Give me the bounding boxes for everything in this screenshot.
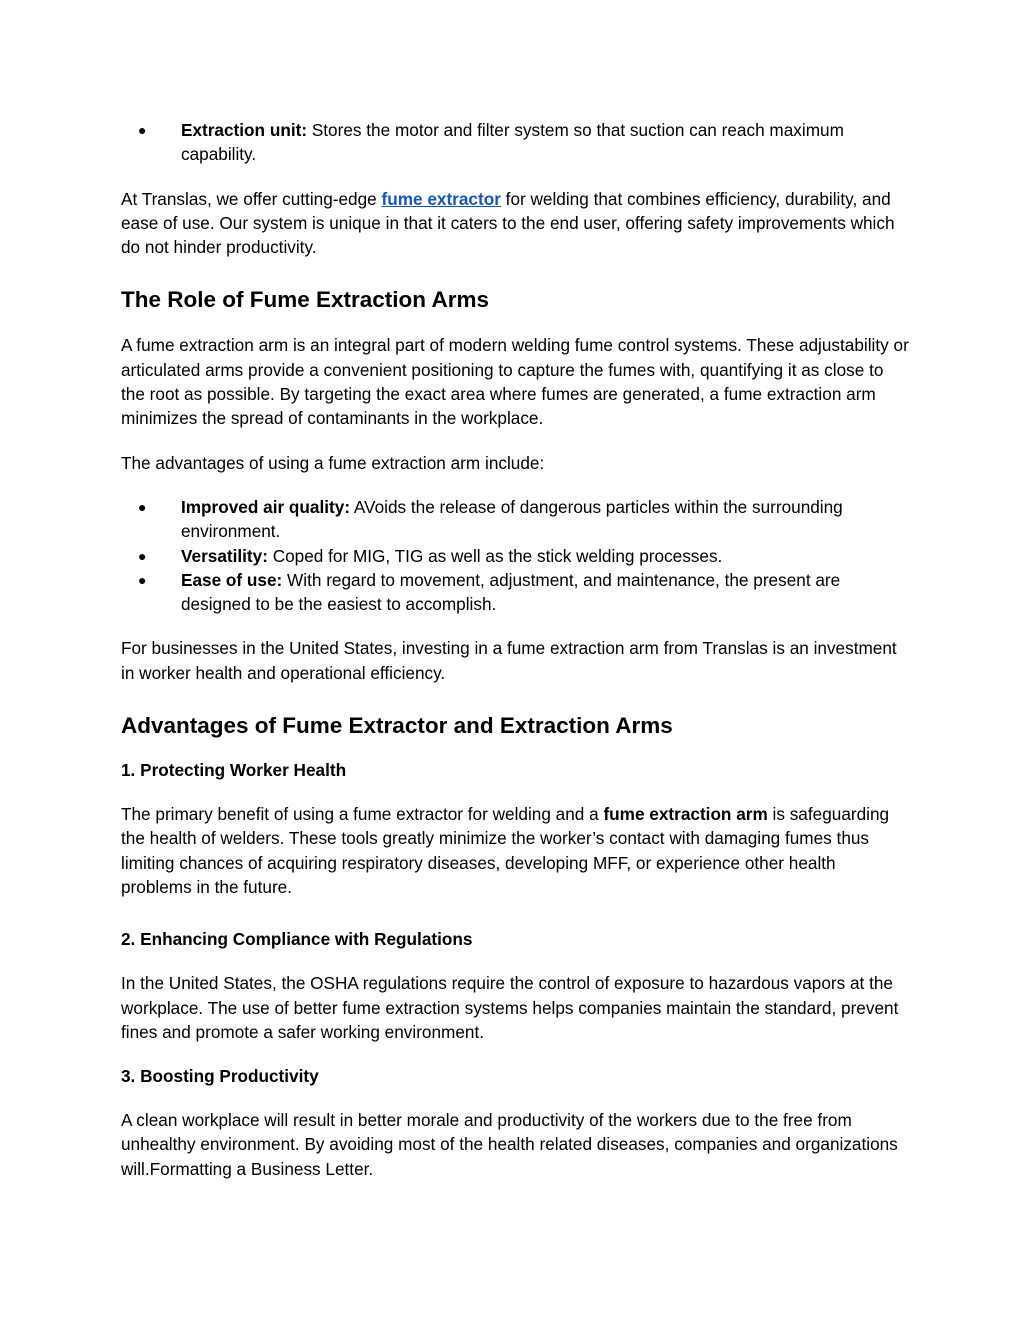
list-item-text: Coped for MIG, TIG as well as the stick welding processes. <box>267 545 723 566</box>
intro-paragraph: At Translas, we offer cutting-edge fume extractor for welding that combines efficiency, durability, and ease of use. Our system is unique in that it caters to the end user, offering safety improvements which do not hinder productivity. <box>121 188 895 258</box>
list-item-term: Improved air quality: <box>181 496 351 517</box>
list-item <box>121 544 911 568</box>
list-item <box>121 568 911 617</box>
paragraph-productivity: A clean workplace will result in better morale and productivity of the workers due to the free from unhealthy environment. By avoiding most of the health related diseases, companies and organizations will.Formatting a Business Letter. <box>121 1110 898 1179</box>
advantages-bullet-list <box>121 495 911 616</box>
bullet-icon: ● <box>138 571 147 588</box>
list-item-text: AVoids the release of dangerous particles within the surrounding environment. <box>181 496 843 542</box>
subheading-worker-health: 1. Protecting Worker Health <box>121 760 347 781</box>
intro-bullet-list <box>121 118 911 167</box>
bullet-icon: ● <box>138 122 147 138</box>
list-item <box>121 495 911 544</box>
list-item-term: Ease of use: <box>181 569 283 590</box>
subheading-compliance: 2. Enhancing Compliance with Regulations <box>121 929 473 950</box>
bold-term: fume extraction arm <box>603 804 768 825</box>
list-item-text: With regard to movement, adjustment, and maintenance, the present are designed to be the easiest to accomplish. <box>181 569 841 615</box>
paragraph-advantages-intro: The advantages of using a fume extraction arm include: <box>121 452 545 473</box>
section-heading-advantages: Advantages of Fume Extractor and Extraction Arms <box>121 713 673 739</box>
bullet-icon: ● <box>138 547 147 564</box>
list-item-term: Extraction unit: <box>181 120 308 140</box>
paragraph-investment: For businesses in the United States, investing in a fume extraction arm from Translas is an investment in worker health and operational efficiency. <box>121 638 897 683</box>
list-item <box>121 118 911 167</box>
section-heading-role: The Role of Fume Extraction Arms <box>121 287 489 313</box>
document-page <box>121 118 911 1181</box>
list-item-term: Versatility: <box>181 545 268 566</box>
subheading-productivity: 3. Boosting Productivity <box>121 1066 319 1087</box>
paragraph-compliance: In the United States, the OSHA regulations require the control of exposure to hazardous vapors at the workplace. The use of better fume extraction systems helps companies maintain the standard, prevent fines and promote a safer working environment. <box>121 973 899 1042</box>
fume-extractor-link[interactable]: fume extractor <box>381 188 501 209</box>
paragraph-worker-health: The primary benefit of using a fume extractor for welding and a fume extraction arm is safeguarding the health of welders. These tools greatly minimize the worker’s contact with damaging fumes thus limiting chances of acquiring respiratory diseases, developing MFF, or experience other health problems in the future. <box>121 804 890 897</box>
list-item-text: Stores the motor and filter system so that suction can reach maximum capability. <box>181 120 844 165</box>
paragraph-role-description: A fume extraction arm is an integral part of modern welding fume control systems. These adjustability or articulated arms provide a convenient positioning to capture the fumes with, quantifying it as close to the root as possible. By targeting the exact area where fumes are generated, a fume extraction arm minimizes the spread of contaminants in the workplace. <box>121 335 909 429</box>
bullet-icon: ● <box>138 498 147 515</box>
